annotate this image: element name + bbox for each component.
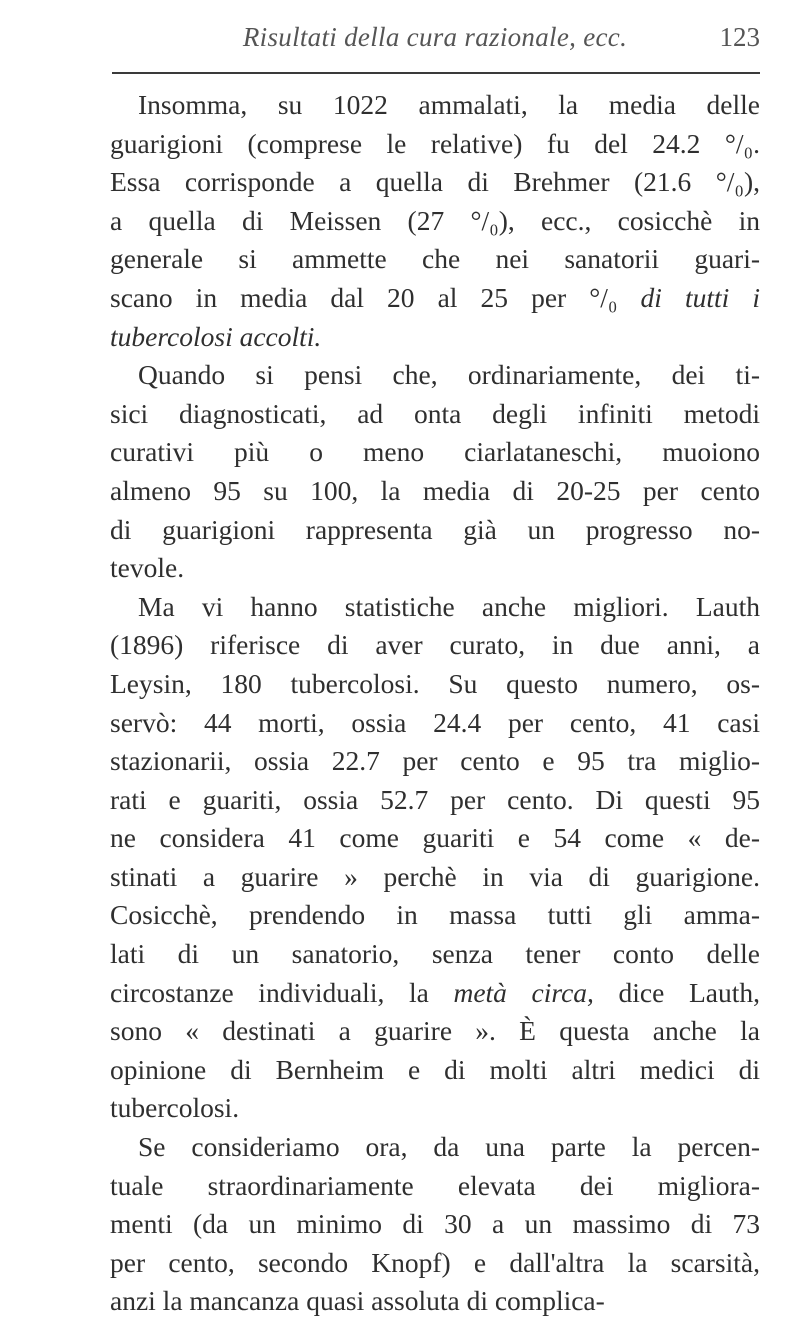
paragraph bbox=[110, 86, 760, 356]
text-line: almeno 95 su 100, la media di 20-25 per cento bbox=[110, 474, 760, 506]
text-line: Se consideriamo ora, da una parte la percen- bbox=[138, 1131, 760, 1163]
text-line: Cosicchè, prendendo in massa tutti gli amma- bbox=[110, 899, 760, 931]
text-line: (1896) riferisce di aver curato, in due anni, a bbox=[110, 629, 760, 661]
text-line: Ma vi hanno statistiche anche migliori. Lauth bbox=[138, 590, 760, 622]
text-line: sici diagnosticati, ad onta degli infiniti metodi bbox=[110, 397, 760, 429]
text-line: per cento, secondo Knopf) e dall'altra la scarsità, bbox=[110, 1246, 760, 1278]
text-line: tuale straordinariamente elevata dei migliora- bbox=[110, 1169, 760, 1201]
text-line: stazionarii, ossia 22.7 per cento e 95 tra miglio- bbox=[110, 745, 760, 777]
text-line: Insomma, su 1022 ammalati, la media delle bbox=[138, 89, 760, 120]
text-line: rati e guariti, ossia 52.7 per cento. Di questi 95 bbox=[110, 783, 760, 815]
text-line: curativi più o meno ciarlataneschi, muoiono bbox=[110, 436, 760, 468]
paragraph bbox=[110, 588, 760, 1128]
text-line: menti (da un minimo di 30 a un massimo di 73 bbox=[110, 1208, 760, 1240]
text-line: di guarigioni rappresenta già un progresso no- bbox=[110, 513, 760, 545]
text-line: circostanze individuali, la metà circa, dice Lauth, bbox=[110, 976, 760, 1008]
text-line: tubercolosi accolti. bbox=[110, 320, 322, 352]
text-line: stinati a guarire » perchè in via di guarigione. bbox=[110, 860, 760, 892]
page-header bbox=[110, 22, 760, 62]
text-line: a quella di Meissen (27 °/₀), ecc., cosicchè in bbox=[110, 204, 760, 236]
text-line: scano in media dal 20 al 25 per °/₀ di tutti i bbox=[110, 281, 760, 313]
text-line: tevole. bbox=[110, 552, 185, 584]
text-line: Essa corrisponde a quella di Brehmer (21.6 °/₀), bbox=[110, 166, 760, 198]
text-line: Quando si pensi che, ordinariamente, dei ti- bbox=[138, 359, 760, 391]
paragraph bbox=[110, 356, 760, 588]
page-number: 123 bbox=[719, 22, 760, 52]
body-text bbox=[110, 86, 760, 1321]
text-line: opinione di Bernheim e di molti altri medici di bbox=[110, 1053, 760, 1085]
header-rule bbox=[112, 72, 760, 74]
paragraph bbox=[110, 1128, 760, 1321]
text-line: ne considera 41 come guariti e 54 come « de- bbox=[110, 822, 760, 854]
text-line: guarigioni (comprese le relative) fu del 24.2 °/₀. bbox=[110, 127, 760, 159]
text-line: sono « destinati a guarire ». È questa anche la bbox=[110, 1015, 760, 1047]
text-line: generale si ammette che nei sanatorii guari- bbox=[110, 243, 760, 275]
text-line: servò: 44 morti, ossia 24.4 per cento, 41 casi bbox=[110, 706, 760, 738]
text-line: anzi la mancanza quasi assoluta di complica- bbox=[110, 1285, 605, 1317]
text-line: tubercolosi. bbox=[110, 1092, 240, 1124]
text-line: lati di un sanatorio, senza tener conto delle bbox=[110, 938, 760, 970]
running-title: Risultati della cura razionale, ecc. bbox=[242, 22, 628, 52]
text-line: Leysin, 180 tubercolosi. Su questo numero, os- bbox=[110, 667, 760, 699]
